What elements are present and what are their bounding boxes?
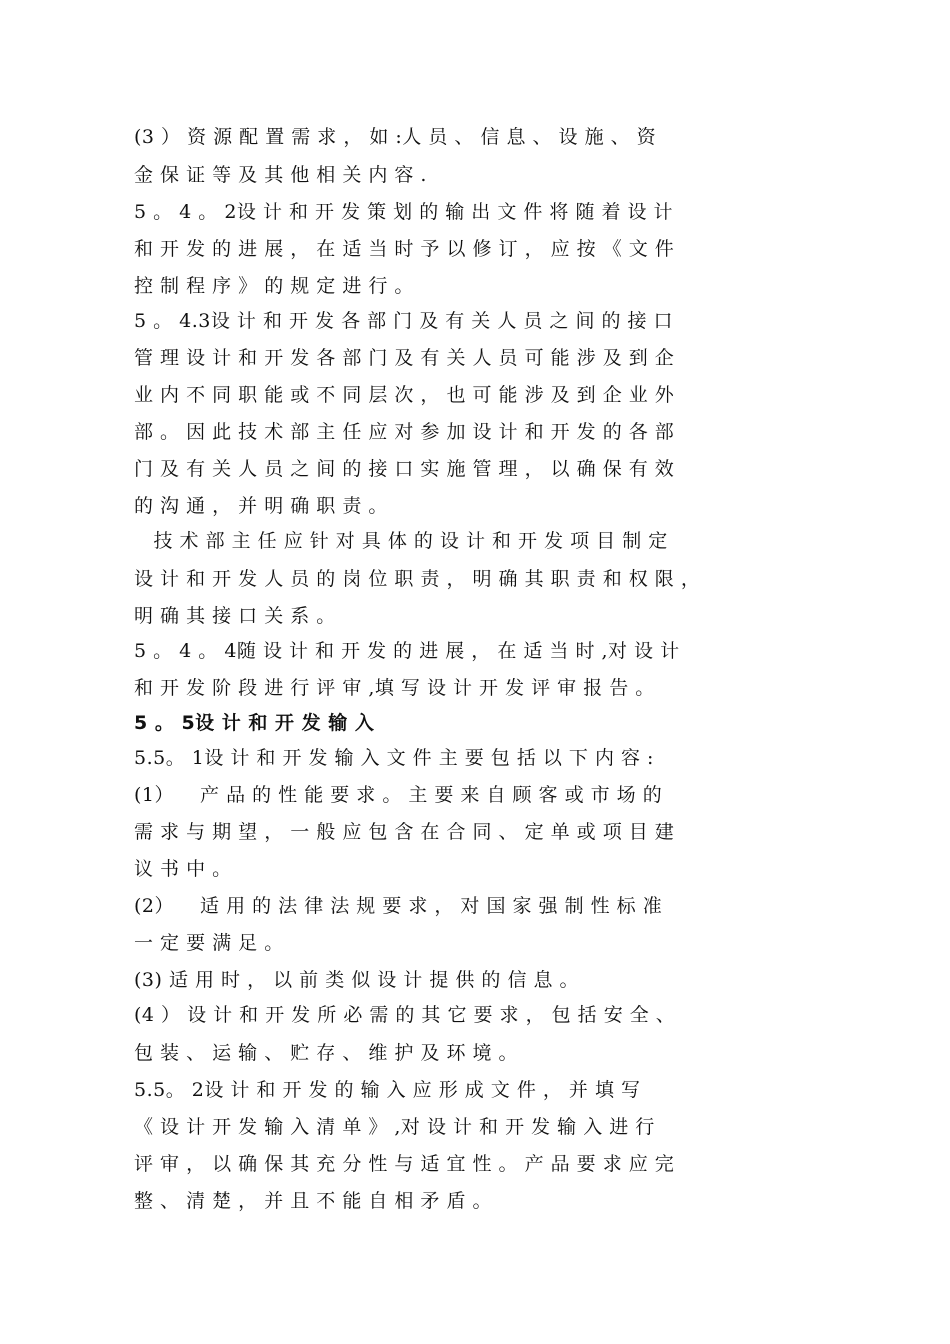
text-line: 一 定 要 满 足 。 — [134, 932, 284, 954]
text-line: (1） 产 品 的 性 能 要 求 。 主 要 来 自 顾 客 或 市 场 的 — [134, 784, 663, 806]
text-line: 5.5。 1设 计 和 开 发 输 入 文 件 主 要 包 括 以 下 内 容 : — [134, 747, 654, 769]
text-line: 《 设 计 开 发 输 入 清 单 》 ,对 设 计 和 开 发 输 入 进 行 — [134, 1116, 655, 1138]
text-line: 的 沟 通 ， 并 明 确 职 责 。 — [134, 495, 388, 517]
text-line: 金 保 证 等 及 其 他 相 关 内 容 . — [134, 164, 427, 186]
text-line: 5 。 4.3设 计 和 开 发 各 部 门 及 有 关 人 员 之 间 的 接 口 — [134, 310, 674, 332]
text-line: 管 理 设 计 和 开 发 各 部 门 及 有 关 人 员 可 能 涉 及 到 企 — [134, 347, 675, 369]
text-line: 设 计 和 开 发 人 员 的 岗 位 职 责 ， 明 确 其 职 责 和 权 限 ， — [134, 568, 701, 590]
text-line: 评 审 ， 以 确 保 其 充 分 性 与 适 宜 性 。 产 品 要 求 应 完 — [134, 1153, 675, 1175]
text-line: (4 ） 设 计 和 开 发 所 必 需 的 其 它 要 求 ， 包 括 安 全 、 — [134, 1004, 676, 1026]
text-line: (3) 适 用 时 ， 以 前 类 似 设 计 提 供 的 信 息 。 — [134, 969, 580, 991]
text-line: 整 、 清 楚 ， 并 且 不 能 自 相 矛 盾 。 — [134, 1190, 493, 1212]
text-line: 业 内 不 同 职 能 或 不 同 层 次 ， 也 可 能 涉 及 到 企 业 外 — [134, 384, 675, 406]
text-line: 5 。 4 。 4随 设 计 和 开 发 的 进 展 ， 在 适 当 时 ,对 设 计 — [134, 640, 680, 662]
text-line: 5 。 4 。 2设 计 和 开 发 策 划 的 输 出 文 件 将 随 着 设 计 — [134, 201, 674, 223]
text-line: 技 术 部 主 任 应 针 对 具 体 的 设 计 和 开 发 项 目 制 定 — [134, 530, 668, 552]
text-line: (3 ） 资 源 配 置 需 求 ， 如 :人 员 、 信 息 、 设 施 、 资 — [134, 126, 657, 148]
text-line: 明 确 其 接 口 关 系 。 — [134, 605, 336, 627]
text-line: 议 书 中 。 — [134, 858, 232, 880]
section-heading: 5 。 5设 计 和 开 发 输 入 — [134, 712, 375, 734]
text-line: 包 装 、 运 输 、 贮 存 、 维 护 及 环 境 。 — [134, 1042, 519, 1064]
text-line: 控 制 程 序 》 的 规 定 进 行 。 — [134, 275, 414, 297]
text-line: 和 开 发 阶 段 进 行 评 审 ,填 写 设 计 开 发 评 审 报 告 。 — [134, 677, 655, 699]
text-line: 和 开 发 的 进 展 ， 在 适 当 时 予 以 修 订 ， 应 按 《 文 件 — [134, 238, 675, 260]
text-line: (2） 适 用 的 法 律 法 规 要 求 ， 对 国 家 强 制 性 标 准 — [134, 895, 663, 917]
text-line: 部 。 因 此 技 术 部 主 任 应 对 参 加 设 计 和 开 发 的 各 部 — [134, 421, 675, 443]
text-line: 需 求 与 期 望 ， 一 般 应 包 含 在 合 同 、 定 单 或 项 目 建 — [134, 821, 675, 843]
text-line: 门 及 有 关 人 员 之 间 的 接 口 实 施 管 理 ， 以 确 保 有 效 — [134, 458, 675, 480]
text-line: 5.5。 2设 计 和 开 发 的 输 入 应 形 成 文 件 ， 并 填 写 — [134, 1079, 641, 1101]
